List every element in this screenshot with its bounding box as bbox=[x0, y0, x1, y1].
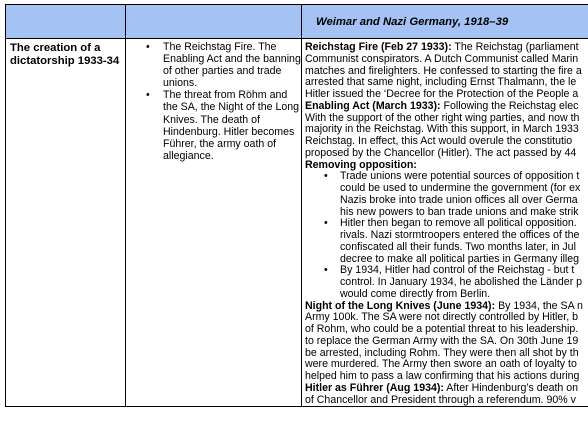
key-point: • The threat from Röhm and the SA, the Night of the Long Knives. The death of Hindenburg. Hitler becomes Führer, the army oath of allegiance. bbox=[126, 89, 301, 162]
night-long-knives-line: Night of the Long Knives (June 1934): By 1934, the SA n bbox=[305, 301, 588, 313]
reichstag-fire-line: Reichstag Fire (Feb 27 1933): The Reichstag (parliament bbox=[305, 42, 588, 54]
enabling-act-line: Enabling Act (March 1933): Following the Reichstag elec bbox=[305, 101, 588, 113]
topic-title: The creation of a dictatorship 1933-34 bbox=[6, 39, 125, 68]
revision-table bbox=[5, 4, 588, 407]
opposition-bullet: • By 1934, Hitler had control of the Reichstag - but t control. In January 1934, he abolished the Länder p would come directly from Berlin. bbox=[305, 265, 588, 300]
hitler-fuhrer-heading: Hitler as Führer (Aug 1934): bbox=[305, 382, 444, 394]
document-frame bbox=[5, 4, 588, 444]
table-title: Weimar and Nazi Germany, 1918–39 bbox=[302, 5, 588, 28]
text-line: majority in the Reichstag. With this support, in March 1933 bbox=[305, 124, 588, 136]
text-line: Army 100k. The SA were not directly controlled by Hitler, b bbox=[305, 312, 588, 324]
text-line: be arrested, including Rohm. They were then all shot by th bbox=[305, 348, 588, 360]
text-line: of Chancellor and President through a referendum. 90% v bbox=[305, 395, 588, 407]
text-line: Reichstag. In effect, this Act would overule the constitutio bbox=[305, 136, 588, 148]
text-line: matches and firelighters. He confessed to starting the fire a bbox=[305, 66, 588, 78]
text-line: arrested that same night, including Ernst Thalmann, the le bbox=[305, 77, 588, 89]
header-cell-title bbox=[302, 5, 588, 39]
header-cell-blank-1 bbox=[6, 5, 126, 39]
text-line: Hitler issued the ‘Decree for the Protection of the People a bbox=[305, 89, 588, 101]
content-row bbox=[6, 39, 588, 407]
text-line: helped him to pass a law confirming that his actions during bbox=[305, 371, 588, 383]
opposition-bullet: • Trade unions were potential sources of opposition t could be used to undermine the government (for ex Nazis broke into trade union offices all over Germa his new powers to ban trade unions and make strik bbox=[305, 171, 588, 218]
header-row bbox=[6, 5, 588, 39]
hitler-fuhrer-line: Hitler as Führer (Aug 1934): After Hindenburg’s death on bbox=[305, 383, 588, 395]
key-point: • The Reichstag Fire. The Enabling Act and the banning of other parties and trade unions. bbox=[126, 41, 301, 89]
text-line: were murdered. The Army then swore an oath of loyalty to bbox=[305, 359, 588, 371]
details-cell bbox=[302, 39, 588, 407]
night-long-knives-heading: Night of the Long Knives (June 1934): bbox=[305, 300, 495, 312]
details-text bbox=[302, 39, 588, 406]
opposition-bullets bbox=[305, 171, 588, 300]
text-line: With the support of the other right wing parties, and now th bbox=[305, 113, 588, 125]
opposition-bullet: • Hitler then began to remove all political opposition. rivals. Nazi stormtroopers entered the offices of the confiscated all their funds. Two months later, in Jul decree to make all political parties in Germany illeg bbox=[305, 218, 588, 265]
text-line: proposed by the Chancellor (Hitler). The act passed by 44 bbox=[305, 148, 588, 160]
enabling-act-heading: Enabling Act (March 1933): bbox=[305, 100, 441, 112]
reichstag-fire-heading: Reichstag Fire (Feb 27 1933): bbox=[305, 41, 452, 53]
header-cell-blank-2 bbox=[126, 5, 302, 39]
topic-cell bbox=[6, 39, 126, 407]
text-line: of Rohm, who could be a potential threat to his leadership. bbox=[305, 324, 588, 336]
key-points-cell bbox=[126, 39, 302, 407]
text-line: Communist conspirators. A Dutch Communist called Marin bbox=[305, 54, 588, 66]
key-points-list bbox=[126, 39, 301, 162]
removing-opposition-heading: Removing opposition: bbox=[305, 159, 417, 171]
text-line: to replace the German Army with the SA. On 30th June 19 bbox=[305, 336, 588, 348]
